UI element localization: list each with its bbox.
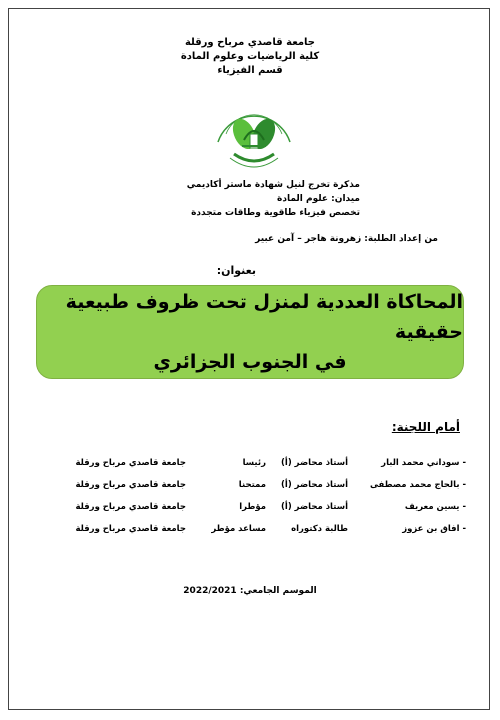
member-institution: جامعة قاصدي مرباح ورقلة [75,502,186,512]
member-role: مساعد مؤطر [211,524,266,534]
title-label: بعنوان: [216,264,256,277]
title-line-1: المحاكاة العددية لمنزل تحت ظروف طبيعية حقيقية [65,291,463,343]
member-institution: جامعة قاصدي مرباح ورقلة [75,458,186,468]
specialty-line: تخصص فيزياء طاقوية وطاقات متجددة [191,208,360,218]
committee-row [34,518,466,540]
committee-table [34,452,466,540]
department-name: قسم الفيزياء [217,65,283,76]
member-name: - يسين معريف [404,502,466,512]
member-role: مؤطرا [239,502,266,512]
member-role: ممتحنا [238,480,266,490]
member-rank: أستاذ محاضر (أ) [281,458,348,468]
committee-row [34,474,466,496]
title-line-2: في الجنوب الجزائري [153,351,347,373]
authors-line: من إعداد الطلبة: زهرونة هاجر – آمن عبير [255,234,438,244]
committee-row [34,452,466,474]
member-rank: أستاذ محاضر (أ) [281,480,348,490]
faculty-name: كلية الرياضيات وعلوم المادة [180,51,320,62]
member-role: رئيسا [242,458,266,468]
header [0,36,500,78]
academic-season: الموسم الجامعي: 2022/2021 [183,586,317,596]
title-box [36,285,464,379]
memo-info [60,178,360,220]
field-line: ميدان: علوم المادة [277,194,360,204]
university-logo [204,84,304,174]
member-institution: جامعة قاصدي مرباح ورقلة [75,480,186,490]
memo-line: مذكرة تخرج لنيل شهادة ماستر أكاديمي [186,180,360,190]
member-rank: طالبة دكتوراه [291,524,348,534]
member-name: - سوداني محمد البار [381,458,466,468]
member-rank: أستاذ محاضر (أ) [281,502,348,512]
member-name: - بالحاج محمد مصطفى [369,480,466,490]
member-institution: جامعة قاصدي مرباح ورقلة [75,524,186,534]
member-name: - افاق بن عزوز [402,524,466,534]
committee-row [34,496,466,518]
committee-label: أمام اللجنة: [391,420,460,434]
university-name: جامعة قاصدي مرباح ورقلة [184,37,315,48]
